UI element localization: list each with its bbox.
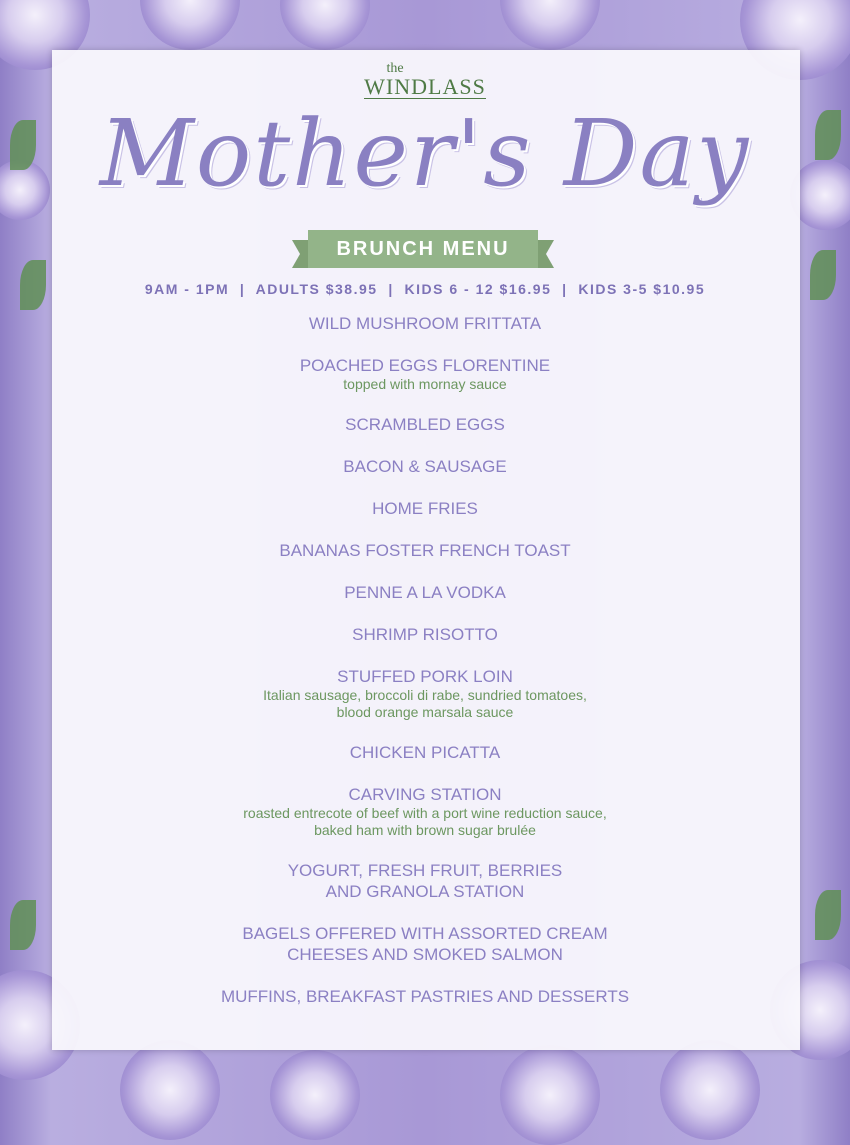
menu-item [0, 313, 850, 334]
menu-item [0, 742, 850, 763]
menu-item [0, 355, 850, 393]
rose-decoration [140, 0, 240, 50]
menu-item [0, 540, 850, 561]
menu-item-title: BACON & SAUSAGE [343, 457, 507, 476]
menu-item-title: CARVING STATION [348, 785, 502, 804]
menu-item [0, 414, 850, 435]
menu-item-title: WILD MUSHROOM FRITTATA [308, 314, 542, 333]
menu-item-title: STUFFED PORK LOIN [337, 667, 513, 686]
menu-list [0, 313, 850, 1028]
menu-item-title: YOGURT, FRESH FRUIT, BERRIES AND GRANOLA STATION [287, 861, 563, 901]
windlass-logo [0, 62, 850, 102]
menu-item-description: Italian sausage, broccoli di rabe, sundried tomatoes, blood orange marsala sauce [263, 687, 587, 720]
menu-item [0, 456, 850, 477]
brunch-menu-banner: BRUNCH MENU [308, 230, 538, 268]
menu-item-title: MUFFINS, BREAKFAST PASTRIES AND DESSERTS [220, 987, 630, 1006]
rose-decoration [280, 0, 370, 50]
menu-item [0, 498, 850, 519]
menu-item-title: HOME FRIES [372, 499, 478, 518]
menu-item [0, 666, 850, 721]
menu-item [0, 860, 850, 902]
rose-decoration [270, 1050, 360, 1140]
menu-item-title: PENNE A LA VODKA [344, 583, 506, 602]
hours-and-prices: 9AM - 1PM | ADULTS $38.95 | KIDS 6 - 12 $16.95 | KIDS 3-5 $10.95 [144, 281, 706, 297]
logo-the: the [386, 61, 404, 76]
menu-item-title: BANANAS FOSTER FRENCH TOAST [279, 541, 571, 560]
rose-decoration [120, 1040, 220, 1140]
page-title: Mother's Day [99, 100, 751, 207]
menu-item [0, 923, 850, 965]
menu-item-title: CHICKEN PICATTA [349, 743, 501, 762]
rose-decoration [500, 0, 600, 50]
rose-decoration [500, 1045, 600, 1145]
menu-item-description: topped with mornay sauce [343, 376, 507, 392]
logo-name: WINDLASS [364, 74, 486, 99]
menu-item [0, 582, 850, 603]
menu-item [0, 986, 850, 1007]
menu-item-title: SCRAMBLED EGGS [345, 415, 505, 434]
menu-item-title: POACHED EGGS FLORENTINE [299, 356, 551, 375]
menu-item [0, 784, 850, 839]
menu-item-description: roasted entrecote of beef with a port wine reduction sauce, baked ham with brown sugar brulée [243, 805, 607, 838]
menu-item-title: SHRIMP RISOTTO [352, 625, 498, 644]
menu-item-title: BAGELS OFFERED WITH ASSORTED CREAM CHEESES AND SMOKED SALMON [242, 924, 608, 964]
rose-decoration [660, 1040, 760, 1140]
menu-item [0, 624, 850, 645]
